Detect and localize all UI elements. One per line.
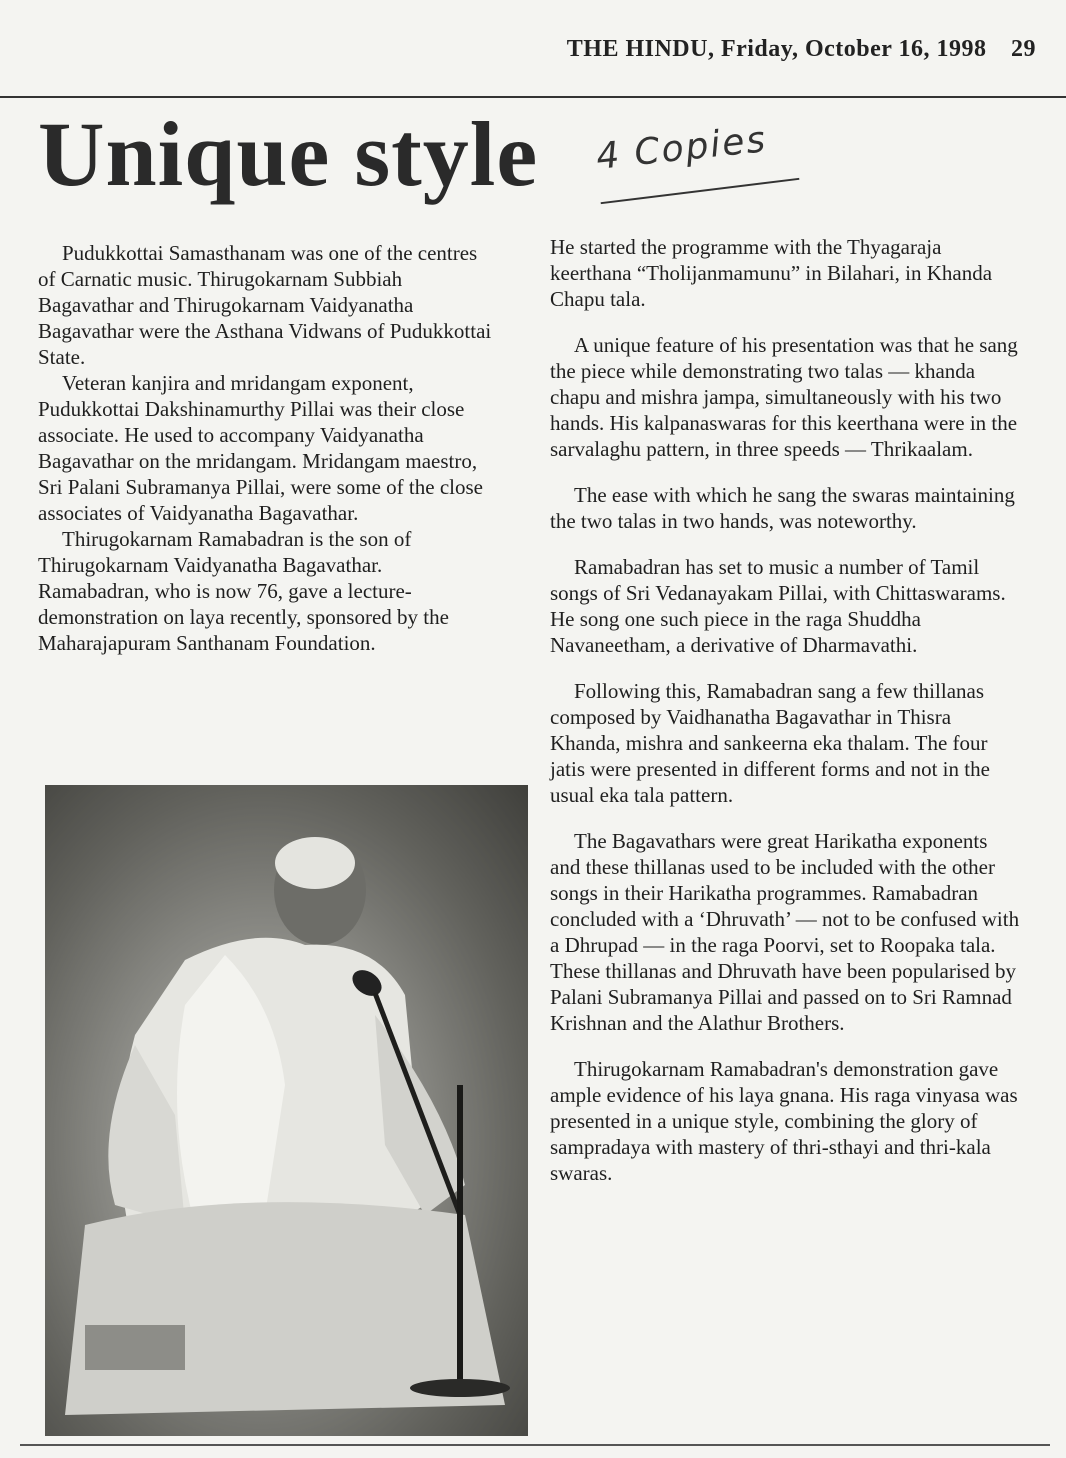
paragraph: Ramabadran has set to music a number of Tamil songs of Sri Vedanayakam Pillai, with Chittaswarams. He song one such piece in the raga Shuddha Navaneetham, a derivative of Dharmavathi. (550, 555, 1006, 657)
paragraph: The Bagavathars were great Harikatha exponents and these thillanas used to be included with the other songs in their Harikatha programmes. Ramabadran concluded with a ‘Dhruvath’ — not to be confused with a Dhrupad — in the raga Poorvi, set to Roopaka tala. These thillanas and Dhruvath have been popularised by Palani Subramanya Pillai and passed on to Sri Ramnad Krishnan and the Alathur Brothers. (550, 829, 1020, 1035)
article-headline: Unique style (38, 103, 539, 205)
top-rule (0, 96, 1066, 98)
right-column (550, 234, 1020, 1206)
photo-singer-with-microphone (45, 785, 528, 1436)
newspaper-masthead (567, 36, 1036, 63)
paragraph: The ease with which he sang the swaras maintaining the two talas in two hands, was noteworthy. (550, 483, 1015, 533)
paragraph: Veteran kanjira and mridangam exponent, Pudukkottai Dakshinamurthy Pillai was their close associate. He used to accompany Vaidyanatha Bagavathar on the mridangam. Mridangam maestro, Sri Palani Subramanya Pillai, were some of the close associates of Vaidyanatha Bagavathar. (38, 371, 483, 525)
paragraph: Following this, Ramabadran sang a few thillanas composed by Vaidhanatha Bagavathar in Thisra Khanda, mishra and sankeerna eka thalam. The four jatis were presented in different forms and not in the usual eka tala pattern. (550, 679, 990, 807)
paragraph: He started the programme with the Thyagaraja keerthana “Tholijanmamunu” in Bilahari, in Khanda Chapu tala. (550, 235, 993, 311)
handwritten-note: 4 Copies (594, 119, 769, 178)
paragraph: Thirugokarnam Ramabadran is the son of Thirugokarnam Vaidyanatha Bagavathar. Ramabadran, who is now 76, gave a lecture-demonstration on laya recently, sponsored by the Maharajapuram Santhanam Foundation. (38, 527, 449, 655)
handwritten-underline (601, 178, 800, 204)
paragraph: A unique feature of his presentation was that he sang the piece while demonstrating two talas — khanda chapu and mishra jampa, simultaneously with his two hands. His kalpanaswaras for this keerthana were in the sarvalaghu pattern, in three speeds — Thrikaalam. (550, 333, 1018, 461)
paragraph: Thirugokarnam Ramabadran's demonstration gave ample evidence of his laya gnana. His raga vinyasa was presented in a unique style, combining the glory of sampradaya with mastery of thri-sthayi and thri-kala swaras. (550, 1057, 1018, 1185)
page-number: 29 (1011, 36, 1036, 62)
photo-illustration (45, 785, 528, 1436)
paragraph: Pudukkottai Samasthanam was one of the centres of Carnatic music. Thirugokarnam Subbiah Bagavathar and Thirugokarnam Vaidyanatha Bagavathar were the Asthana Vidwans of Pudukkottai State. (38, 241, 492, 369)
left-column (38, 240, 498, 656)
bottom-rule (20, 1444, 1050, 1446)
masthead-text: THE HINDU, Friday, October 16, 1998 (566, 36, 987, 62)
